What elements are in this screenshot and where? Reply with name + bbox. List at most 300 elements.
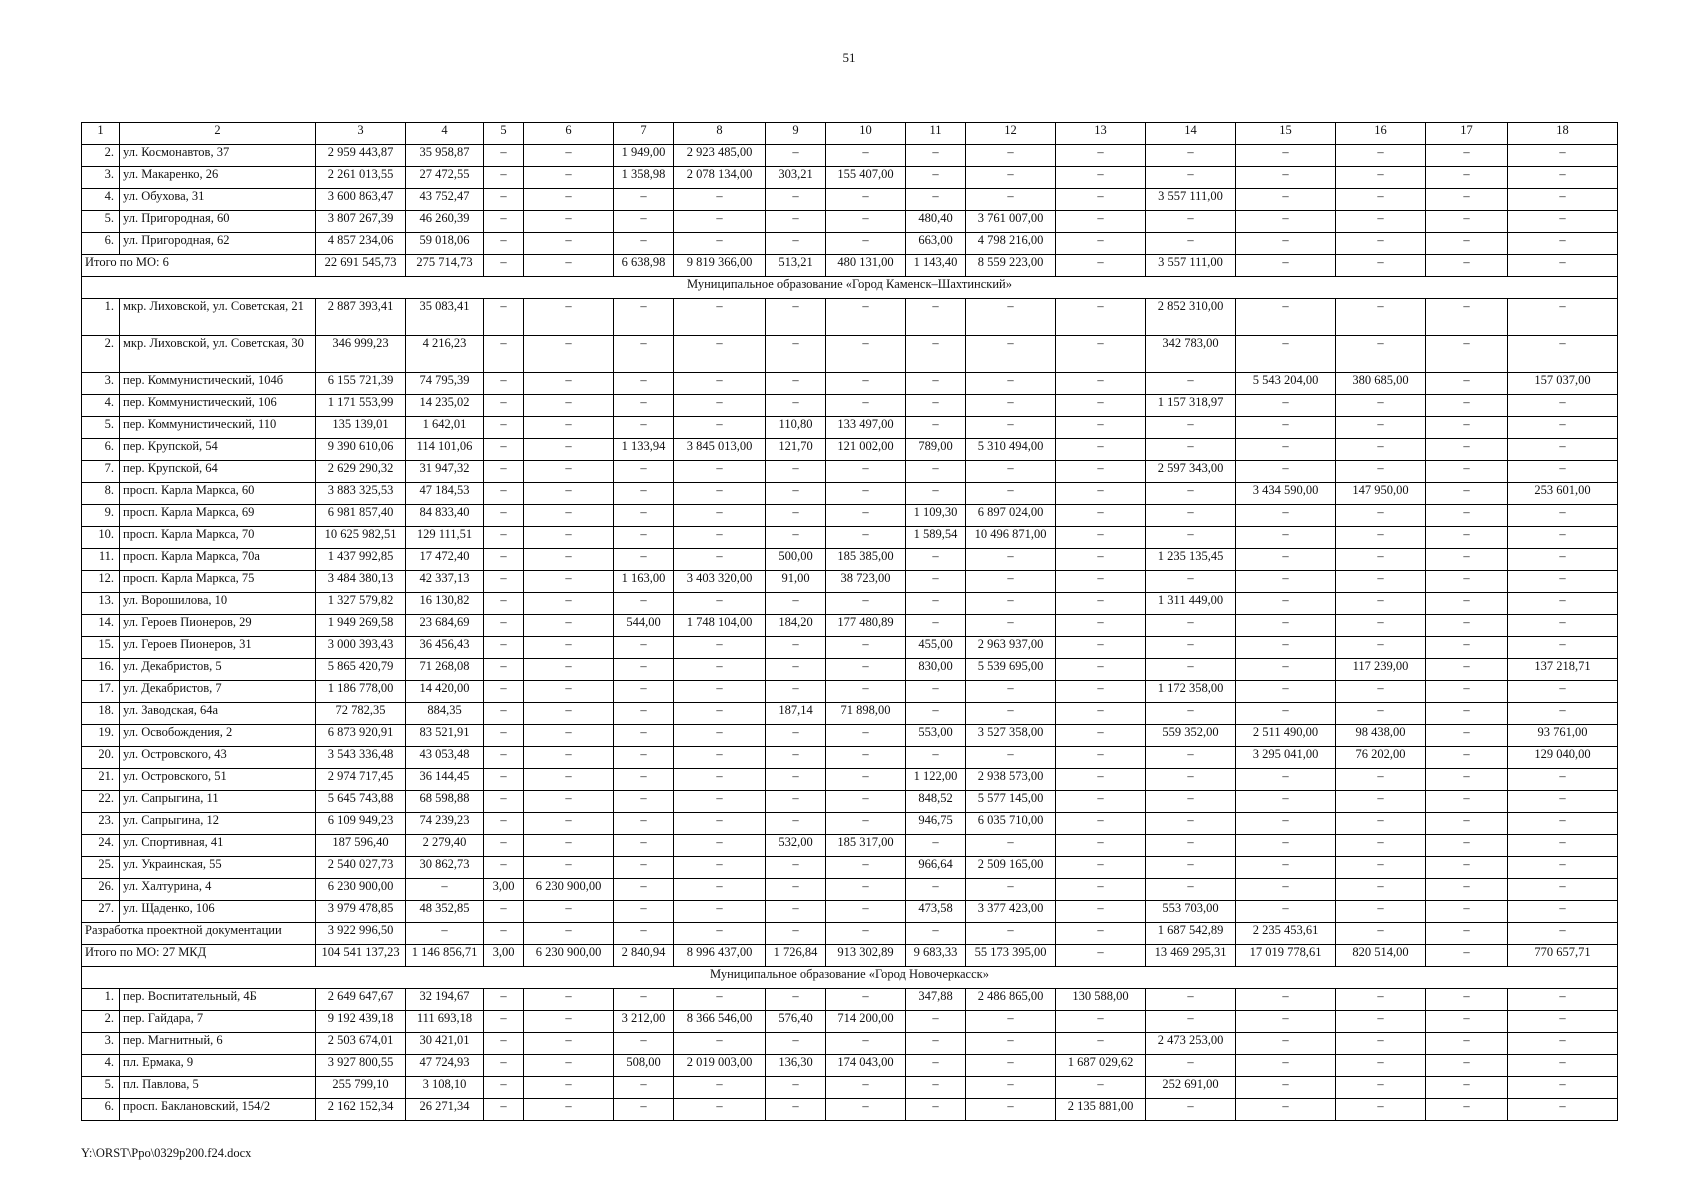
address-cell: ул. Островского, 43	[120, 747, 316, 769]
value-cell: 2 629 290,32	[316, 461, 406, 483]
value-cell: –	[484, 637, 524, 659]
value-cell: –	[1426, 813, 1508, 835]
total-row	[82, 945, 1618, 967]
value-cell: 2 261 013,55	[316, 167, 406, 189]
value-cell: –	[1508, 901, 1618, 923]
value-cell: 500,00	[766, 549, 826, 571]
value-cell: 129 040,00	[1508, 747, 1618, 769]
address-cell: пер. Коммунистический, 106	[120, 395, 316, 417]
value-cell: –	[826, 1099, 906, 1121]
value-cell: 42 337,13	[406, 571, 484, 593]
value-cell: –	[674, 923, 766, 945]
value-cell: –	[1508, 549, 1618, 571]
value-cell: 174 043,00	[826, 1055, 906, 1077]
table-row	[82, 439, 1618, 461]
address-cell: ул. Героев Пионеров, 29	[120, 615, 316, 637]
value-cell: 27 472,55	[406, 167, 484, 189]
value-cell: 2 486 865,00	[966, 989, 1056, 1011]
value-cell: –	[1236, 527, 1336, 549]
value-cell: –	[1236, 835, 1336, 857]
value-cell: –	[524, 417, 614, 439]
value-cell: –	[766, 879, 826, 901]
value-cell: –	[1336, 813, 1426, 835]
value-cell: 3 543 336,48	[316, 747, 406, 769]
value-cell: –	[1336, 549, 1426, 571]
total-cell: 1 146 856,71	[406, 945, 484, 967]
value-cell: –	[674, 189, 766, 211]
value-cell: –	[906, 373, 966, 395]
table-row	[82, 879, 1618, 901]
table-row	[82, 167, 1618, 189]
total-cell: 9 819 366,00	[674, 255, 766, 277]
value-cell: 253 601,00	[1508, 483, 1618, 505]
value-cell: –	[1426, 637, 1508, 659]
value-cell: 47 724,93	[406, 1055, 484, 1077]
value-cell: –	[484, 527, 524, 549]
value-cell: –	[524, 336, 614, 373]
value-cell: 43 053,48	[406, 747, 484, 769]
value-cell: –	[966, 747, 1056, 769]
value-cell: –	[524, 395, 614, 417]
address-cell: пер. Магнитный, 6	[120, 1033, 316, 1055]
value-cell: –	[484, 703, 524, 725]
value-cell: –	[1508, 336, 1618, 373]
value-cell: –	[484, 483, 524, 505]
value-cell: –	[1508, 1033, 1618, 1055]
value-cell: 3 212,00	[614, 1011, 674, 1033]
value-cell: 68 598,88	[406, 791, 484, 813]
value-cell: –	[1056, 879, 1146, 901]
value-cell: 84 833,40	[406, 505, 484, 527]
total-cell: –	[524, 255, 614, 277]
column-header: 3	[316, 123, 406, 145]
value-cell: 3 377 423,00	[966, 901, 1056, 923]
value-cell: –	[1056, 299, 1146, 336]
value-cell: –	[826, 527, 906, 549]
value-cell: –	[1236, 637, 1336, 659]
value-cell: –	[614, 593, 674, 615]
value-cell: 47 184,53	[406, 483, 484, 505]
header-row	[82, 123, 1618, 145]
value-cell: –	[614, 527, 674, 549]
value-cell: –	[1056, 593, 1146, 615]
value-cell: 133 497,00	[826, 417, 906, 439]
value-cell: –	[1236, 211, 1336, 233]
table-row	[82, 299, 1618, 336]
value-cell: –	[1508, 395, 1618, 417]
value-cell: –	[674, 527, 766, 549]
value-cell: –	[524, 637, 614, 659]
value-cell: 31 947,32	[406, 461, 484, 483]
value-cell: –	[906, 395, 966, 417]
table-row	[82, 189, 1618, 211]
value-cell: –	[614, 747, 674, 769]
value-cell: 1 327 579,82	[316, 593, 406, 615]
address-cell: ул. Сапрыгина, 11	[120, 791, 316, 813]
value-cell: –	[524, 835, 614, 857]
value-cell: –	[1056, 747, 1146, 769]
address-cell: ул. Халтурина, 4	[120, 879, 316, 901]
value-cell: –	[484, 791, 524, 813]
value-cell: –	[906, 747, 966, 769]
value-cell: –	[674, 593, 766, 615]
value-cell: 43 752,47	[406, 189, 484, 211]
value-cell: –	[1508, 189, 1618, 211]
value-cell: 3 922 996,50	[316, 923, 406, 945]
value-cell: 114 101,06	[406, 439, 484, 461]
table-row	[82, 593, 1618, 615]
value-cell: –	[1056, 395, 1146, 417]
value-cell: –	[1146, 857, 1236, 879]
value-cell: –	[966, 336, 1056, 373]
table-row	[82, 527, 1618, 549]
row-index: 9.	[82, 505, 120, 527]
value-cell: 455,00	[906, 637, 966, 659]
value-cell: 3 845 013,00	[674, 439, 766, 461]
value-cell: 473,58	[906, 901, 966, 923]
value-cell: –	[966, 549, 1056, 571]
value-cell: 130 588,00	[1056, 989, 1146, 1011]
row-index: 2.	[82, 145, 120, 167]
value-cell: –	[766, 725, 826, 747]
section-title: Муниципальное образование «Город Каменск–Шахтинский»	[82, 277, 1618, 299]
value-cell: 255 799,10	[316, 1077, 406, 1099]
value-cell: 2 019 003,00	[674, 1055, 766, 1077]
value-cell: –	[1056, 1011, 1146, 1033]
value-cell: –	[966, 167, 1056, 189]
value-cell: –	[614, 857, 674, 879]
address-cell: ул. Спортивная, 41	[120, 835, 316, 857]
value-cell: 110,80	[766, 417, 826, 439]
total-cell: 275 714,73	[406, 255, 484, 277]
row-index: 6.	[82, 439, 120, 461]
value-cell: 3 557 111,00	[1146, 189, 1236, 211]
address-cell: пер. Крупской, 54	[120, 439, 316, 461]
value-cell: 1 748 104,00	[674, 615, 766, 637]
value-cell: –	[1056, 813, 1146, 835]
value-cell: 1 186 778,00	[316, 681, 406, 703]
value-cell: –	[1146, 989, 1236, 1011]
value-cell: –	[826, 813, 906, 835]
table-row	[82, 461, 1618, 483]
value-cell: –	[826, 747, 906, 769]
value-cell: 3 600 863,47	[316, 189, 406, 211]
value-cell: –	[674, 637, 766, 659]
value-cell: –	[906, 483, 966, 505]
column-header: 5	[484, 123, 524, 145]
address-cell: ул. Щаденко, 106	[120, 901, 316, 923]
value-cell: –	[614, 1099, 674, 1121]
value-cell: –	[1508, 879, 1618, 901]
value-cell: –	[1508, 813, 1618, 835]
value-cell: –	[1336, 769, 1426, 791]
value-cell: –	[614, 835, 674, 857]
total-cell: –	[1508, 255, 1618, 277]
value-cell: –	[766, 211, 826, 233]
value-cell: –	[1146, 439, 1236, 461]
value-cell: –	[1146, 417, 1236, 439]
value-cell: –	[484, 1055, 524, 1077]
value-cell: 2 503 674,01	[316, 1033, 406, 1055]
value-cell: –	[524, 167, 614, 189]
value-cell: 46 260,39	[406, 211, 484, 233]
value-cell: 32 194,67	[406, 989, 484, 1011]
value-cell: 532,00	[766, 835, 826, 857]
value-cell: –	[484, 1033, 524, 1055]
value-cell: –	[826, 233, 906, 255]
address-cell: ул. Заводская, 64а	[120, 703, 316, 725]
total-cell: 820 514,00	[1336, 945, 1426, 967]
section-title: Муниципальное образование «Город Новочеркасск»	[82, 967, 1618, 989]
table-row	[82, 769, 1618, 791]
column-header: 12	[966, 123, 1056, 145]
value-cell: –	[674, 857, 766, 879]
value-cell: –	[614, 879, 674, 901]
value-cell: –	[1056, 659, 1146, 681]
value-cell: –	[826, 681, 906, 703]
value-cell: –	[524, 299, 614, 336]
page-number: 51	[842, 50, 856, 65]
value-cell: –	[1508, 439, 1618, 461]
value-cell: 76 202,00	[1336, 747, 1426, 769]
value-cell: –	[1056, 483, 1146, 505]
value-cell: –	[1146, 1011, 1236, 1033]
value-cell: –	[1146, 1099, 1236, 1121]
value-cell: –	[1336, 923, 1426, 945]
value-cell: –	[1236, 549, 1336, 571]
value-cell: –	[1146, 703, 1236, 725]
value-cell: –	[966, 703, 1056, 725]
value-cell: –	[766, 189, 826, 211]
value-cell: –	[1508, 527, 1618, 549]
total-cell: 8 996 437,00	[674, 945, 766, 967]
value-cell: 508,00	[614, 1055, 674, 1077]
row-index: 14.	[82, 615, 120, 637]
value-cell: –	[1426, 1055, 1508, 1077]
value-cell: –	[966, 1033, 1056, 1055]
value-cell: –	[484, 769, 524, 791]
row-index: 8.	[82, 483, 120, 505]
value-cell: –	[674, 659, 766, 681]
value-cell: –	[1236, 189, 1336, 211]
value-cell: 1 642,01	[406, 417, 484, 439]
column-header: 14	[1146, 123, 1236, 145]
value-cell: 3 761 007,00	[966, 211, 1056, 233]
value-cell: –	[484, 505, 524, 527]
total-cell: 3,00	[484, 945, 524, 967]
value-cell: –	[826, 1033, 906, 1055]
value-cell: –	[406, 879, 484, 901]
value-cell: –	[1426, 395, 1508, 417]
value-cell: –	[1056, 769, 1146, 791]
value-cell: –	[524, 615, 614, 637]
value-cell: –	[1146, 373, 1236, 395]
row-index: 11.	[82, 549, 120, 571]
table-row	[82, 725, 1618, 747]
value-cell: –	[524, 461, 614, 483]
value-cell: –	[1236, 395, 1336, 417]
value-cell: –	[906, 1011, 966, 1033]
total-cell: –	[1236, 255, 1336, 277]
value-cell: –	[524, 681, 614, 703]
value-cell: –	[826, 299, 906, 336]
value-cell: –	[524, 813, 614, 835]
value-cell: 121 002,00	[826, 439, 906, 461]
value-cell: 6 035 710,00	[966, 813, 1056, 835]
value-cell: –	[1336, 615, 1426, 637]
value-cell: –	[1336, 417, 1426, 439]
value-cell: –	[1508, 145, 1618, 167]
value-cell: –	[614, 417, 674, 439]
design-docs-row	[82, 923, 1618, 945]
total-cell: 8 559 223,00	[966, 255, 1056, 277]
value-cell: –	[524, 725, 614, 747]
value-cell: –	[1336, 879, 1426, 901]
value-cell: 14 420,00	[406, 681, 484, 703]
value-cell: –	[524, 703, 614, 725]
value-cell: –	[1056, 527, 1146, 549]
value-cell: –	[966, 571, 1056, 593]
address-cell: пер. Коммунистический, 104б	[120, 373, 316, 395]
value-cell: –	[484, 1099, 524, 1121]
value-cell: –	[826, 461, 906, 483]
value-cell: –	[1336, 211, 1426, 233]
value-cell: 2 135 881,00	[1056, 1099, 1146, 1121]
value-cell: –	[614, 813, 674, 835]
value-cell: –	[1336, 857, 1426, 879]
value-cell: –	[614, 505, 674, 527]
value-cell: –	[614, 299, 674, 336]
table-row	[82, 145, 1618, 167]
value-cell: –	[766, 373, 826, 395]
value-cell: –	[484, 233, 524, 255]
value-cell: 147 950,00	[1336, 483, 1426, 505]
value-cell: 2 649 647,67	[316, 989, 406, 1011]
table-row	[82, 791, 1618, 813]
value-cell: –	[614, 769, 674, 791]
value-cell: –	[524, 791, 614, 813]
value-cell: –	[766, 747, 826, 769]
value-cell: –	[674, 791, 766, 813]
value-cell: 10 625 982,51	[316, 527, 406, 549]
row-index: 1.	[82, 299, 120, 336]
value-cell: 30 862,73	[406, 857, 484, 879]
value-cell: –	[1508, 615, 1618, 637]
value-cell: –	[766, 769, 826, 791]
value-cell: 3 527 358,00	[966, 725, 1056, 747]
table-row	[82, 989, 1618, 1011]
value-cell: –	[484, 681, 524, 703]
value-cell: –	[906, 417, 966, 439]
column-header: 2	[120, 123, 316, 145]
value-cell: –	[1146, 791, 1236, 813]
value-cell: –	[906, 189, 966, 211]
total-cell: 104 541 137,23	[316, 945, 406, 967]
value-cell: 136,30	[766, 1055, 826, 1077]
value-cell: –	[1146, 211, 1236, 233]
row-index: 17.	[82, 681, 120, 703]
value-cell: –	[1426, 989, 1508, 1011]
value-cell: –	[966, 1055, 1056, 1077]
value-cell: –	[1426, 593, 1508, 615]
address-cell: пер. Крупской, 64	[120, 461, 316, 483]
value-cell: –	[906, 593, 966, 615]
value-cell: –	[524, 189, 614, 211]
value-cell: –	[966, 1077, 1056, 1099]
value-cell: –	[1508, 571, 1618, 593]
value-cell: –	[1426, 461, 1508, 483]
address-cell: ул. Космонавтов, 37	[120, 145, 316, 167]
row-index: 5.	[82, 1077, 120, 1099]
value-cell: 59 018,06	[406, 233, 484, 255]
value-cell: 789,00	[906, 439, 966, 461]
value-cell: –	[1426, 1099, 1508, 1121]
value-cell: 187,14	[766, 703, 826, 725]
value-cell: 2 597 343,00	[1146, 461, 1236, 483]
total-cell: 913 302,89	[826, 945, 906, 967]
address-cell: ул. Освобождения, 2	[120, 725, 316, 747]
row-index: 18.	[82, 703, 120, 725]
value-cell: –	[524, 483, 614, 505]
value-cell: –	[1236, 659, 1336, 681]
table-row	[82, 233, 1618, 255]
address-cell: просп. Карла Маркса, 69	[120, 505, 316, 527]
value-cell: 72 782,35	[316, 703, 406, 725]
value-cell: –	[1426, 417, 1508, 439]
value-cell: 129 111,51	[406, 527, 484, 549]
value-cell: –	[1426, 835, 1508, 857]
value-cell: –	[766, 461, 826, 483]
value-cell: –	[966, 923, 1056, 945]
value-cell: –	[1056, 901, 1146, 923]
table-row	[82, 681, 1618, 703]
value-cell: –	[524, 923, 614, 945]
value-cell: –	[1056, 167, 1146, 189]
value-cell: –	[906, 299, 966, 336]
value-cell: –	[826, 373, 906, 395]
value-cell: 6 897 024,00	[966, 505, 1056, 527]
value-cell: –	[1508, 857, 1618, 879]
value-cell: 185 385,00	[826, 549, 906, 571]
value-cell: 2 938 573,00	[966, 769, 1056, 791]
value-cell: –	[1336, 681, 1426, 703]
table-row	[82, 615, 1618, 637]
value-cell: 559 352,00	[1146, 725, 1236, 747]
value-cell: 848,52	[906, 791, 966, 813]
value-cell: –	[766, 299, 826, 336]
value-cell: –	[1508, 1011, 1618, 1033]
total-cell: 55 173 395,00	[966, 945, 1056, 967]
value-cell: –	[674, 505, 766, 527]
value-cell: –	[906, 145, 966, 167]
value-cell: –	[614, 336, 674, 373]
value-cell: 3 000 393,43	[316, 637, 406, 659]
value-cell: –	[826, 145, 906, 167]
row-index: 2.	[82, 1011, 120, 1033]
value-cell: –	[826, 189, 906, 211]
value-cell: 3,00	[484, 879, 524, 901]
value-cell: –	[674, 299, 766, 336]
address-cell: ул. Обухова, 31	[120, 189, 316, 211]
value-cell: 35 958,87	[406, 145, 484, 167]
row-index: 6.	[82, 233, 120, 255]
value-cell: –	[524, 1077, 614, 1099]
value-cell: –	[1426, 571, 1508, 593]
value-cell: –	[1336, 439, 1426, 461]
total-cell: 513,21	[766, 255, 826, 277]
value-cell: –	[674, 703, 766, 725]
table-row	[82, 1033, 1618, 1055]
